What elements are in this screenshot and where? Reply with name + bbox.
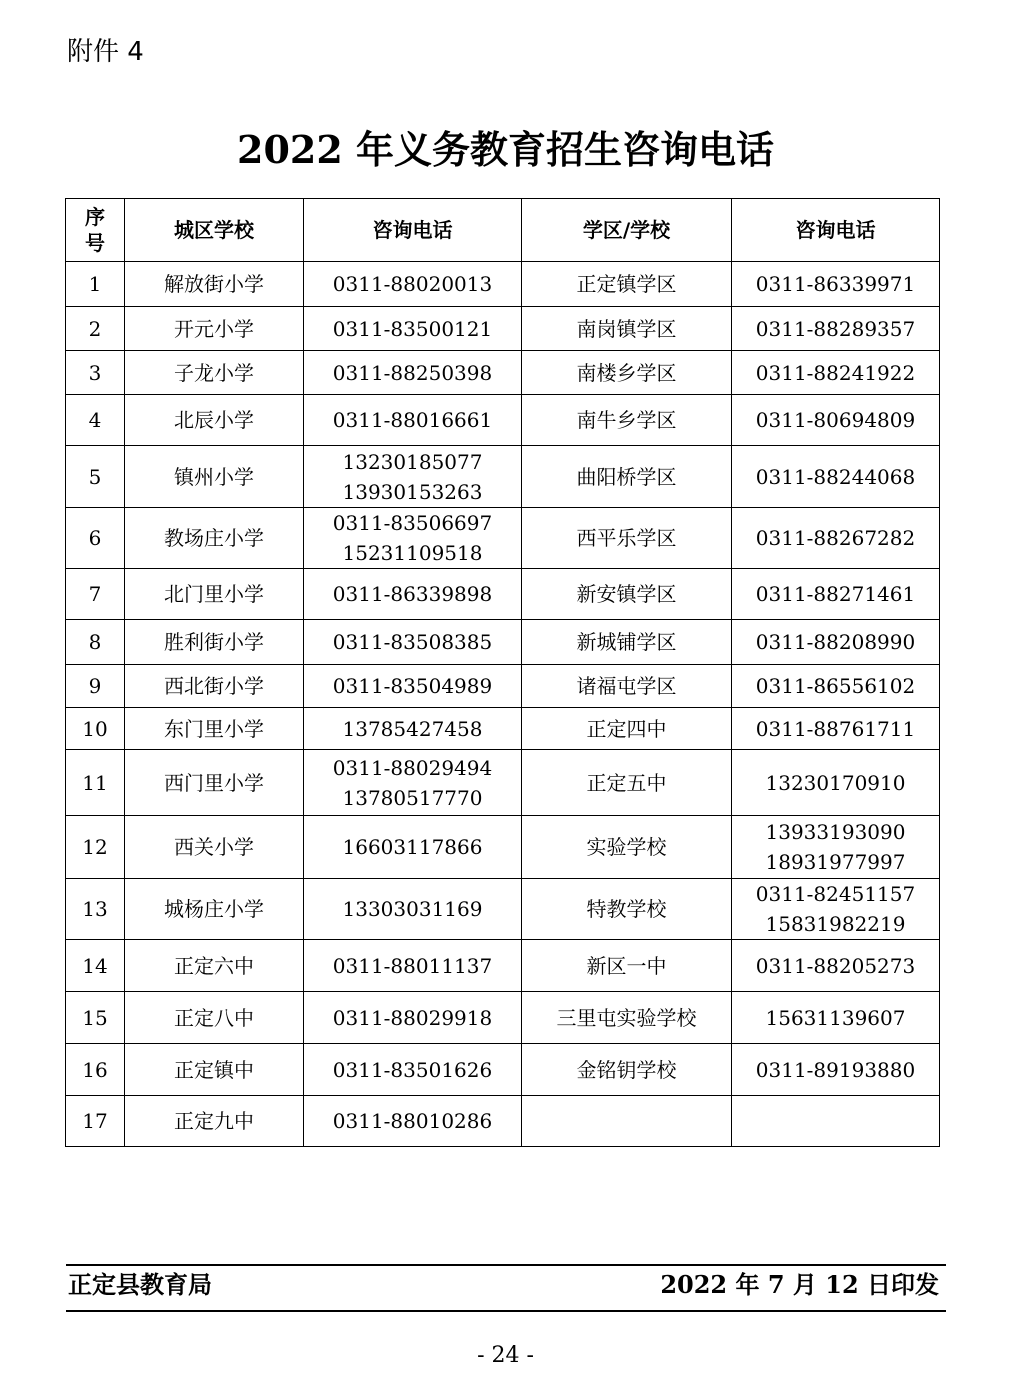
phone-number: 0311-86339971 xyxy=(755,272,916,296)
table-row xyxy=(66,1096,940,1147)
cell-district-phone xyxy=(732,1096,940,1147)
cell-city-school: 镇州小学 xyxy=(125,446,304,508)
cell-city-phone xyxy=(304,569,522,620)
cell-city-school: 西北街小学 xyxy=(125,665,304,708)
cell-city-phone xyxy=(304,395,522,446)
cell-district-school: 南牛乡学区 xyxy=(522,395,732,446)
cell-city-phone xyxy=(304,750,522,816)
cell-city-school: 胜利街小学 xyxy=(125,620,304,665)
table-row xyxy=(66,1044,940,1096)
cell-district-phone xyxy=(732,351,940,395)
cell-seq: 8 xyxy=(66,620,125,665)
table-row xyxy=(66,569,940,620)
cell-city-school: 北辰小学 xyxy=(125,395,304,446)
issuer-name: 正定县教育局 xyxy=(68,1270,212,1299)
footer-bottom-rule xyxy=(66,1310,946,1312)
cell-district-school: 正定五中 xyxy=(522,750,732,816)
cell-district-phone xyxy=(732,750,940,816)
cell-district-school: 南楼乡学区 xyxy=(522,351,732,395)
phone-number: 13785427458 xyxy=(342,716,483,741)
table-row xyxy=(66,665,940,708)
cell-district-phone xyxy=(732,446,940,508)
cell-city-school: 正定九中 xyxy=(125,1096,304,1147)
cell-district-phone xyxy=(732,620,940,665)
cell-city-school: 西门里小学 xyxy=(125,750,304,816)
phone-number: 0311-88208990 xyxy=(755,630,916,654)
cell-district-school: 诸福屯学区 xyxy=(522,665,732,708)
phone-number: 0311-86339898 xyxy=(332,582,493,606)
cell-city-school: 教场庄小学 xyxy=(125,508,304,569)
cell-city-phone xyxy=(304,1096,522,1147)
cell-district-school: 南岗镇学区 xyxy=(522,307,732,351)
phone-number: 0311-80694809 xyxy=(755,408,916,432)
cell-seq: 14 xyxy=(66,940,125,992)
phone-number: 0311-83504989 xyxy=(332,674,493,698)
header-district-phone: 咨询电话 xyxy=(732,199,940,262)
phone-number: 13230170910 xyxy=(765,770,906,795)
phone-number: 15831982219 xyxy=(765,912,906,936)
cell-city-school: 北门里小学 xyxy=(125,569,304,620)
table-row xyxy=(66,992,940,1044)
phone-number: 0311-83501626 xyxy=(332,1057,493,1082)
phone-number: 0311-88016661 xyxy=(332,408,493,432)
phone-number: 0311-88020013 xyxy=(332,272,493,296)
cell-district-phone xyxy=(732,665,940,708)
table-row xyxy=(66,708,940,750)
cell-seq: 1 xyxy=(66,262,125,307)
cell-city-phone xyxy=(304,708,522,750)
cell-city-school: 正定镇中 xyxy=(125,1044,304,1096)
cell-district-phone xyxy=(732,1044,940,1096)
cell-seq: 7 xyxy=(66,569,125,620)
table-row xyxy=(66,816,940,879)
phone-number: 18931977997 xyxy=(765,850,906,874)
header-seq xyxy=(66,199,125,262)
table-row xyxy=(66,879,940,940)
phone-number: 0311-88029494 xyxy=(332,755,493,780)
table-row xyxy=(66,750,940,816)
phone-number: 0311-82451157 xyxy=(755,882,916,906)
cell-district-phone xyxy=(732,879,940,940)
phone-number: 0311-88029918 xyxy=(332,1005,493,1030)
cell-seq: 5 xyxy=(66,446,125,508)
phone-number: 0311-83500121 xyxy=(332,316,493,341)
cell-district-school: 特教学校 xyxy=(522,879,732,940)
table-row xyxy=(66,446,940,508)
cell-district-phone xyxy=(732,940,940,992)
phone-number: 0311-88289357 xyxy=(755,316,916,341)
table-row xyxy=(66,395,940,446)
page-title: 2022 年义务教育招生咨询电话 xyxy=(237,127,774,172)
cell-district-phone xyxy=(732,508,940,569)
cell-district-phone xyxy=(732,569,940,620)
cell-seq: 9 xyxy=(66,665,125,708)
cell-seq: 6 xyxy=(66,508,125,569)
cell-city-school: 东门里小学 xyxy=(125,708,304,750)
header-seq-text: 序号 xyxy=(85,205,105,255)
cell-district-school: 三里屯实验学校 xyxy=(522,992,732,1044)
cell-seq: 11 xyxy=(66,750,125,816)
phone-number: 0311-83506697 xyxy=(332,511,493,535)
table-row xyxy=(66,262,940,307)
cell-city-school: 正定六中 xyxy=(125,940,304,992)
cell-city-phone xyxy=(304,879,522,940)
cell-city-phone xyxy=(304,665,522,708)
cell-city-phone xyxy=(304,262,522,307)
table-header-row xyxy=(66,199,940,262)
cell-city-phone xyxy=(304,446,522,508)
attachment-label: 附件 4 xyxy=(67,37,144,67)
header-district-school: 学区/学校 xyxy=(522,199,732,262)
cell-city-school: 解放街小学 xyxy=(125,262,304,307)
phone-number: 0311-89193880 xyxy=(755,1057,916,1082)
cell-seq: 16 xyxy=(66,1044,125,1096)
cell-city-phone xyxy=(304,816,522,879)
cell-city-phone xyxy=(304,940,522,992)
cell-district-phone xyxy=(732,816,940,879)
phone-number: 13230185077 xyxy=(342,449,483,474)
phone-number: 15631139607 xyxy=(765,1005,906,1030)
phone-number: 0311-88011137 xyxy=(332,953,493,978)
phone-number: 0311-86556102 xyxy=(755,674,916,698)
cell-city-school: 开元小学 xyxy=(125,307,304,351)
cell-seq: 2 xyxy=(66,307,125,351)
table-row xyxy=(66,351,940,395)
phone-number: 0311-88250398 xyxy=(332,360,493,385)
cell-city-phone xyxy=(304,307,522,351)
cell-district-school: 金铭钥学校 xyxy=(522,1044,732,1096)
cell-district-phone xyxy=(732,395,940,446)
cell-district-school: 新城铺学区 xyxy=(522,620,732,665)
cell-district-phone xyxy=(732,262,940,307)
cell-district-phone xyxy=(732,708,940,750)
cell-seq: 17 xyxy=(66,1096,125,1147)
phone-number: 16603117866 xyxy=(342,835,483,859)
cell-city-phone xyxy=(304,508,522,569)
cell-seq: 15 xyxy=(66,992,125,1044)
cell-city-school: 城杨庄小学 xyxy=(125,879,304,940)
phone-number: 0311-88205273 xyxy=(755,953,916,978)
table-body xyxy=(66,262,940,1147)
contact-table xyxy=(65,198,940,1147)
cell-city-phone xyxy=(304,620,522,665)
table-row xyxy=(66,307,940,351)
table-row xyxy=(66,940,940,992)
issue-date: 2022 年 7 月 12 日印发 xyxy=(660,1270,939,1299)
phone-number: 0311-88271461 xyxy=(755,582,916,606)
page-number: - 24 - xyxy=(477,1343,534,1368)
cell-district-school xyxy=(522,1096,732,1147)
phone-number: 13933193090 xyxy=(765,820,906,844)
cell-district-school: 新区一中 xyxy=(522,940,732,992)
header-city-school: 城区学校 xyxy=(125,199,304,262)
phone-number: 13303031169 xyxy=(342,897,483,921)
cell-seq: 4 xyxy=(66,395,125,446)
cell-district-school: 新安镇学区 xyxy=(522,569,732,620)
table-row xyxy=(66,508,940,569)
cell-seq: 12 xyxy=(66,816,125,879)
header-city-phone: 咨询电话 xyxy=(304,199,522,262)
cell-district-phone xyxy=(732,307,940,351)
phone-number: 0311-88010286 xyxy=(332,1109,493,1133)
cell-city-phone xyxy=(304,351,522,395)
phone-number: 0311-88761711 xyxy=(755,716,916,741)
cell-district-school: 西平乐学区 xyxy=(522,508,732,569)
cell-city-school: 子龙小学 xyxy=(125,351,304,395)
cell-seq: 10 xyxy=(66,708,125,750)
cell-district-school: 正定四中 xyxy=(522,708,732,750)
cell-district-school: 实验学校 xyxy=(522,816,732,879)
cell-seq: 13 xyxy=(66,879,125,940)
cell-district-school: 曲阳桥学区 xyxy=(522,446,732,508)
cell-district-phone xyxy=(732,992,940,1044)
cell-city-phone xyxy=(304,1044,522,1096)
table-row xyxy=(66,620,940,665)
cell-city-phone xyxy=(304,992,522,1044)
phone-number: 13930153263 xyxy=(342,479,483,504)
cell-seq: 3 xyxy=(66,351,125,395)
phone-number: 0311-88241922 xyxy=(755,360,916,385)
phone-number: 15231109518 xyxy=(342,541,483,565)
cell-city-school: 正定八中 xyxy=(125,992,304,1044)
cell-district-school: 正定镇学区 xyxy=(522,262,732,307)
cell-city-school: 西关小学 xyxy=(125,816,304,879)
phone-number: 13780517770 xyxy=(342,785,483,810)
phone-number: 0311-83508385 xyxy=(332,630,493,654)
phone-number: 0311-88244068 xyxy=(755,464,916,489)
phone-number: 0311-88267282 xyxy=(755,526,916,550)
